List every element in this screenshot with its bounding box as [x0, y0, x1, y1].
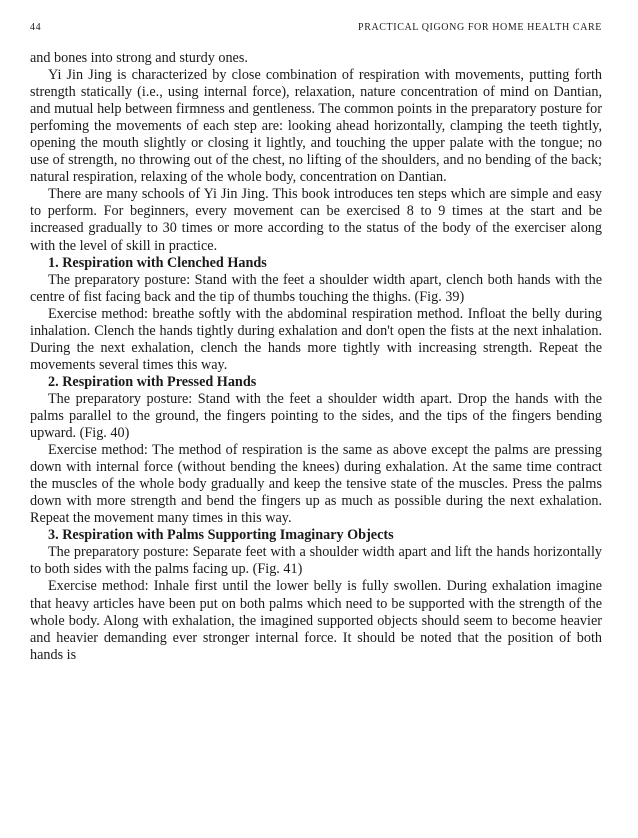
- paragraph-clenched-hands-posture: The preparatory posture: Stand with the feet a shoulder width apart, clench both hands with the centre of fist facing back and the tip of thumbs touching the thighs. (Fig. 39): [30, 271, 602, 305]
- paragraph-clenched-hands-method: Exercise method: breathe softly with the abdominal respiration method. Infloat the belly during inhalation. Clench the hands tightly during exhalation and don't open the fists at the next inhalation. During the next exhalation, clench the hands more tightly with increasing strength. Repeat the movements several times this way.: [30, 305, 602, 373]
- paragraph-yi-jin-jing-characteristics: Yi Jin Jing is characterized by close combination of respiration with movements, putting forth strength statically (i.e., using internal force), relaxation, nature concentration of mind on Dantian, and mutual help between firmness and gentleness. The common points in the preparatory posture for perfoming the movements of each step are: looking ahead horizontally, clamping the teeth tightly, opening the mouth slightly or closing it lightly, and touching the upper palate with the tongue; no use of strength, no throwing out of the chest, no lifting of the shoulders, and no bending of the back; natural respiration, relaxing of the whole body, concentration on Dantian.: [30, 67, 602, 186]
- paragraph-palms-supporting-method: Exercise method: Inhale first until the lower belly is fully swollen. During exhalation imagine that heavy articles have been put on both palms which need to be supported with the strength of the whole body. Along with exhalation, the imagined supported objects should seem to become heavier and heavier demanding ever stronger internal force. It should be noted that the position of both hands is: [30, 578, 602, 663]
- paragraph-schools: There are many schools of Yi Jin Jing. This book introduces ten steps which are simple and easy to perform. For beginners, every movement can be exercised 8 to 9 times at the start and be increased gradually to 30 times or more according to the status of the body of the exerciser along with the level of skill in practice.: [30, 186, 602, 254]
- page-number: 44: [30, 22, 42, 33]
- paragraph-pressed-hands-method: Exercise method: The method of respiration is the same as above except the palms are pressing down with internal force (without bending the knees) during exhalation. At the same time contract the muscles of the whole body gradually and keep the tensive state of the muscles. Press the palms down with more strength and bend the fingers up as much as possible during the next exhalation. Repeat the movement many times in this way.: [30, 442, 602, 527]
- section-heading-pressed-hands: 2. Respiration with Pressed Hands: [48, 373, 257, 390]
- paragraph-pressed-hands-posture: The preparatory posture: Stand with the feet a shoulder width apart. Drop the hands with the palms parallel to the ground, the fingers pointing to the sides, and the tips of the fingers bending upward. (Fig. 40): [30, 390, 602, 442]
- paragraph-continued: and bones into strong and sturdy ones.: [30, 50, 248, 66]
- running-title: PRACTICAL QIGONG FOR HOME HEALTH CARE: [358, 22, 602, 33]
- section-heading-clenched-hands: 1. Respiration with Clenched Hands: [48, 254, 267, 271]
- running-head: [30, 22, 602, 38]
- paragraph-palms-supporting-posture: The preparatory posture: Separate feet with a shoulder width apart and lift the hands horizontally to both sides with the palms facing up. (Fig. 41): [30, 544, 602, 578]
- section-heading-palms-supporting: 3. Respiration with Palms Supporting Imaginary Objects: [48, 527, 394, 544]
- body-text: [30, 50, 602, 664]
